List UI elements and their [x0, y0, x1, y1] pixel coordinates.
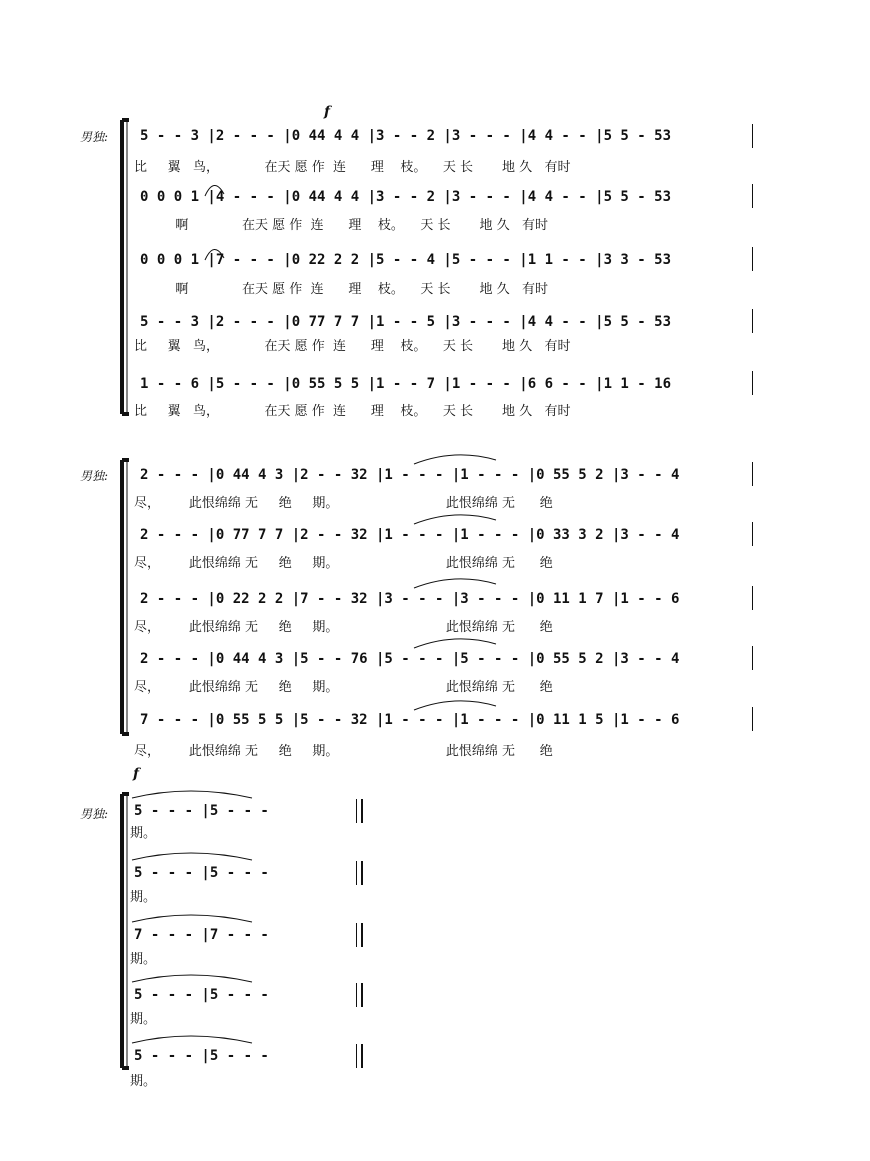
- notation-row: 5 - - 3 |2 - - - |0 44 4 4 |3 - - 2 |3 - - - |4 4 - - |5 5 - 53: [140, 128, 672, 144]
- notation-row: 2 - - - |0 44 4 3 |2 - - 32 |1 - - - |1 - - - |0 55 5 2 |3 - - 4: [140, 467, 680, 483]
- lyric-row: 期。: [130, 826, 157, 841]
- notation-row: 0 0 0 1 |7 - - - |0 22 2 2 |5 - - 4 |5 - - - |1 1 - - |3 3 - 53: [140, 252, 672, 268]
- notation-row: 2 - - - |0 44 4 3 |5 - - 76 |5 - - - |5 - - - |0 55 5 2 |3 - - 4: [140, 651, 680, 667]
- lyric-row: 期。: [130, 1074, 157, 1089]
- notation-row: 5 - - 3 |2 - - - |0 77 7 7 |1 - - 5 |3 - - - |4 4 - - |5 5 - 53: [140, 314, 672, 330]
- lyric-row: 期。: [130, 890, 157, 905]
- notation-row: 1 - - 6 |5 - - - |0 55 5 5 |1 - - 7 |1 - - - |6 6 - - |1 1 - 16: [140, 376, 672, 392]
- lyric-row: 期。: [130, 952, 157, 967]
- lyric-row: 尽， 此恨绵绵 无 绝 期。 此恨绵绵 无 绝: [134, 744, 553, 759]
- notation-row: 5 - - - |5 - - -: [134, 803, 269, 819]
- notation-row: 5 - - - |5 - - -: [134, 865, 269, 881]
- notation-row: 5 - - - |5 - - -: [134, 987, 269, 1003]
- lyric-row: 期。: [130, 1012, 157, 1027]
- lyric-row: 尽， 此恨绵绵 无 绝 期。 此恨绵绵 无 绝: [134, 496, 553, 511]
- lyric-row: 比 翼 鸟， 在天 愿 作 连 理 枝。 天 长 地 久 有时: [134, 160, 571, 175]
- notation-row: 0 0 0 1 |4 - - - |0 44 4 4 |3 - - 2 |3 - - - |4 4 - - |5 5 - 53: [140, 189, 672, 205]
- part-label: 男独:: [80, 807, 109, 821]
- part-label: 男独:: [80, 469, 109, 483]
- notation-row: 5 - - - |5 - - -: [134, 1048, 269, 1064]
- part-label: 男独:: [80, 130, 109, 144]
- dynamic-marking: f: [133, 766, 140, 782]
- lyric-row: 尽， 此恨绵绵 无 绝 期。 此恨绵绵 无 绝: [134, 620, 553, 635]
- lyric-row: 尽， 此恨绵绵 无 绝 期。 此恨绵绵 无 绝: [134, 556, 553, 571]
- lyric-row: 尽， 此恨绵绵 无 绝 期。 此恨绵绵 无 绝: [134, 680, 553, 695]
- notation-row: 7 - - - |0 55 5 5 |5 - - 32 |1 - - - |1 - - - |0 11 1 5 |1 - - 6: [140, 712, 680, 728]
- lyric-row: 啊 在天 愿 作 连 理 枝。 天 长 地 久 有时: [134, 282, 549, 297]
- lyric-row: 比 翼 鸟， 在天 愿 作 连 理 枝。 天 长 地 久 有时: [134, 339, 571, 354]
- lyric-row: 比 翼 鸟， 在天 愿 作 连 理 枝。 天 长 地 久 有时: [134, 404, 571, 419]
- notation-row: 2 - - - |0 22 2 2 |7 - - 32 |3 - - - |3 - - - |0 11 1 7 |1 - - 6: [140, 591, 680, 607]
- lyric-row: 啊 在天 愿 作 连 理 枝。 天 长 地 久 有时: [134, 218, 549, 233]
- notation-row: 7 - - - |7 - - -: [134, 927, 269, 943]
- notation-row: 2 - - - |0 77 7 7 |2 - - 32 |1 - - - |1 - - - |0 33 3 2 |3 - - 4: [140, 527, 680, 543]
- dynamic-marking: f: [324, 104, 331, 120]
